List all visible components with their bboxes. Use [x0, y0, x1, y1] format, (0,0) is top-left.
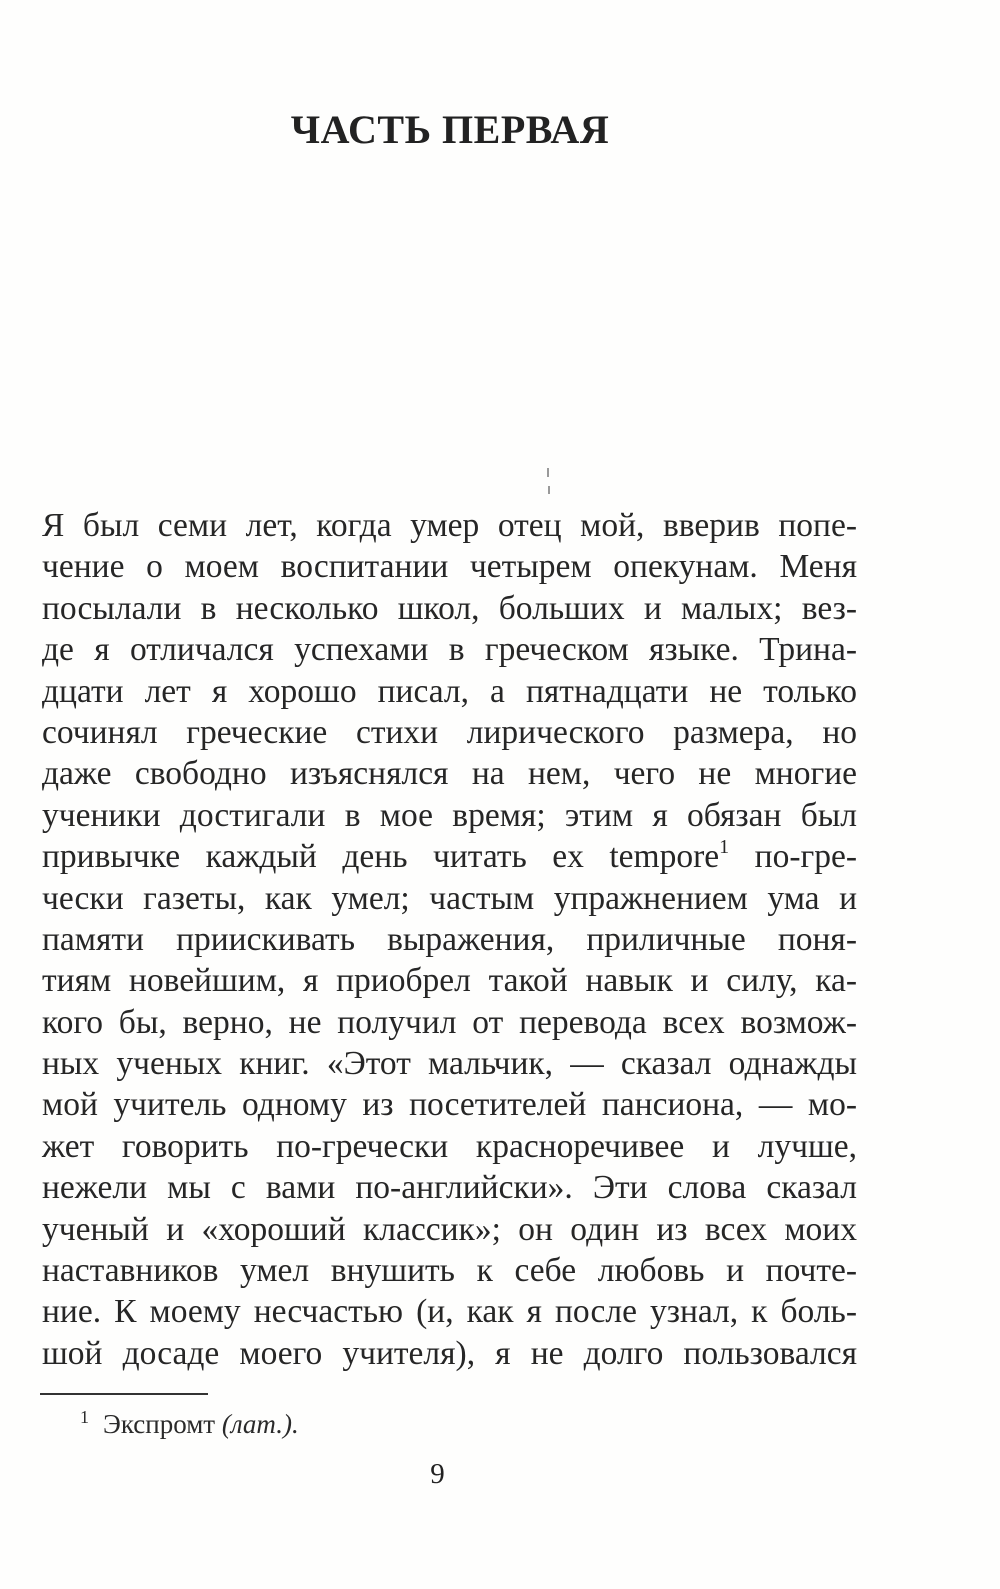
scan-speck — [548, 486, 550, 494]
footnote-reference[interactable]: 1 — [719, 836, 730, 859]
text-line: кого бы, верно, не получил от перевода всех возмож- — [42, 1003, 857, 1041]
text-line: сочинял греческие стихи лирического размера, но — [42, 713, 857, 751]
text-line: де я отличался успехами в греческом языке. Трина- — [42, 631, 857, 669]
page-number: 9 — [430, 1458, 445, 1490]
text-segment: привычке каждый день читать ex tempore — [42, 838, 720, 876]
text-line: тиям новейшим, я приобрел такой навык и силу, ка- — [42, 962, 857, 1000]
text-line: посылали в несколько школ, больших и малых; вез- — [42, 589, 857, 627]
footnote-text: Экспромт — [103, 1409, 222, 1439]
text-line: дцати лет я хорошо писал, а пятнадцати не только — [42, 672, 857, 710]
chapter-heading: ЧАСТЬ ПЕРВАЯ — [290, 107, 610, 152]
text-line: шой досаде моего учителя), я не долго пользовался — [42, 1334, 857, 1372]
text-line: чение о моем воспитании четырем опекунам. Меня — [42, 548, 857, 586]
scan-speck — [547, 468, 549, 477]
text-segment: по-гре- — [729, 838, 857, 876]
text-line: даже свободно изъяснялся на нем, чего не многие — [42, 755, 857, 793]
text-line: Я был семи лет, когда умер отец мой, вверив попе- — [42, 507, 857, 544]
text-line: мой учитель одному из посетителей пансиона, — мо- — [42, 1086, 857, 1124]
text-line: нежели мы с вами по-английски». Эти слова сказал — [42, 1169, 857, 1207]
text-line: ных ученых книг. «Этот мальчик, — сказал однажды — [42, 1045, 857, 1083]
text-line: ние. К моему несчастью (и, как я после узнал, к боль- — [42, 1293, 857, 1331]
footnote — [80, 1407, 299, 1440]
text-line: ученики достигали в мое время; этим я обязан был — [42, 796, 857, 834]
text-line: ученый и «хороший классик»; он один из всех моих — [42, 1210, 857, 1248]
text-line: памяти приискивать выражения, приличные поня- — [42, 920, 857, 958]
text-line: жет говорить по-гречески красноречивее и лучше, — [42, 1127, 857, 1165]
footnote-marker: 1 — [80, 1407, 89, 1427]
text-line: наставников умел внушить к себе любовь и почте- — [42, 1252, 857, 1290]
text-line: чески газеты, как умел; частым упражнением ума и — [42, 879, 857, 917]
footnote-divider — [40, 1393, 208, 1395]
footnote-note: (лат.). — [221, 1409, 299, 1439]
text-line-with-footnote — [42, 836, 857, 877]
body-text — [42, 505, 857, 1374]
